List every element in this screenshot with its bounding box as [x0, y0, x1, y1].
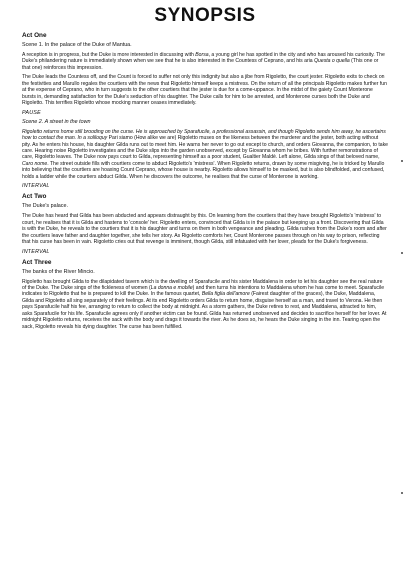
- act-two-paragraph-1: The Duke has heard that Gilda has been abducted and appears distraught by this. On learning from the courtiers that they have brought Rigoletto's 'mistress' to court, he realises that it is Gilda and hastens to 'console' her. Rigoletto enters, convinced that Gilda is in the palace but keeping up a front. Discovering that Gilda is with the Duke, he reveals to the courtiers that it is his daughter and turns on them in both vengeance and pleading. Gilda rushes from the Duke's room and after the courtiers leave father and daughter together, she tells her story. As Rigoletto comforts her, Count Monterone passes through on his way to prison, reflecting that his curse has been in vain. Rigoletto cries out that revenge is imminent, though Gilda, still infatuated with her lover, pleads for the Duke's forgiveness.: [22, 213, 387, 246]
- act-one-paragraph-3: Rigoletto returns home still brooding on the curse. He is approached by Sparafucile, a professional assassin, and though Rigoletto sends him away, he ascertains how to contact the man. In a soliloquy Pari siamo (How alike we are) Rigoletto muses on the likeness between the murderer and the jester, both acting without pity. As he enters his house, his daughter Gilda runs out to meet him. He warns her never to go out except to church, and orders Giovanna, the companion, to take care. Hearing noise Rigoletto investigates and the Duke slips into the garden unobserved, except by Giovanna whom he bribes. With further remonstrations of care, Rigoletto leaves. The Duke now pays court to Gilda, representing himself as a poor student, Gualtier Maldè. Left alone, Gilda sings of that beloved name, Caro nome. The street outside fills with courtiers come to abduct Rigoletto's 'mistress'. When Rigoletto returns, drawn by some misgiving, he is tricked by Marullo into believing that the courtiers are hoaxing Count Ceprano, whose house is nearby. Rigoletto allows himself to be masked, but is also blindfolded, and confused, holds a ladder while the courtiers abduct Gilda. When he discovers the outcome, he realises that the curse of Monterone is working.: [22, 128, 389, 180]
- margin-speck: [401, 160, 403, 162]
- act-one-scene-2: Scene 2. A street in the town: [22, 118, 91, 125]
- act-one-heading: Act One: [22, 32, 47, 39]
- page-title: SYNOPSIS: [154, 5, 256, 26]
- act-three-heading: Act Three: [22, 258, 52, 266]
- act-three-scene: The banks of the River Mincio.: [22, 268, 95, 275]
- interval-marker-1: INTERVAL: [22, 183, 50, 190]
- act-two-heading: Act Two: [22, 193, 47, 201]
- act-one-scene-1: Scene 1. In the palace of the Duke of Mantua.: [22, 42, 132, 48]
- act-one-paragraph-2: The Duke leads the Countess off, and the Count is forced to suffer not only this indignity but also a jibe from Rigoletto, the court jester. Rigoletto exits to check on the festivities and Marullo regales the courtiers with the news that Rigoletto himself keeps a mistress. On the return of all the principals Rigoletto makes further fun at the expense of Ceprano, who in turn suggests to the other courtiers that the jester is due for a come-uppance. In the midst of the gaiety Count Monterone bursts in, demanding satisfaction for the Duke's seduction of his daughter. The Duke calls for him to be arrested, and Monterone curses both the Duke and Rigoletto. This terrifies Rigoletto whose mocking manner ceases immediately.: [22, 74, 387, 107]
- act-one-paragraph-1: A reception is in progress, but the Duke is more interested in discussing with Borsa, a young girl he has spotted in the city and who has aroused his curiosity. The Duke's philandering nature is immediately shown when we see that he is also interested in the Countess of Ceprano, and his aria Questa o quella (This one or that one) reinforces this impression.: [22, 52, 385, 71]
- margin-speck: [401, 492, 403, 494]
- pause-marker: PAUSE: [22, 109, 41, 116]
- act-three-paragraph-1: Rigoletto has brought Gilda to the dilapidated tavern which is the dwelling of Sparafucile and his sister Maddalena in order to let his daughter see the real nature of the Duke. The Duke sings of the fickleness of women (La donna e mobile) and then turns his intentions to Maddalena whom he has come to meet. Sparafucile indicates to Rigoletto that he is prepared to kill the Duke. In the famous quartet, Bella figlia dell'amore (Fairest daughter of the graces), the Duke, Maddalena, Gilda and Rigoletto all sing separately of their feelings. At its end Rigoletto orders Gilda to return home, disguise herself as a man, and travel to Verona. He then pays Sparafucile half his fee, arranging to return to collect the body at midnight. As a storm gathers, the Duke retires to rest, and Maddalena, attracted to him, asks Sparafucile for his life. Sparafucile agrees only if another victim can be found. Gilda has returned unobserved and decides to sacrifice herself for her lover. At midnight Rigoletto returns, receives the sack with the body and drags it towards the river. As he does so, he hears the Duke singing in the inn. Tearing open the sack, Rigoletto reveals his dying daughter. The curse has been fulfilled.: [22, 278, 387, 330]
- act-two-scene: The Duke's palace.: [22, 203, 68, 210]
- margin-speck: [401, 252, 403, 254]
- interval-marker-2: INTERVAL: [22, 248, 50, 255]
